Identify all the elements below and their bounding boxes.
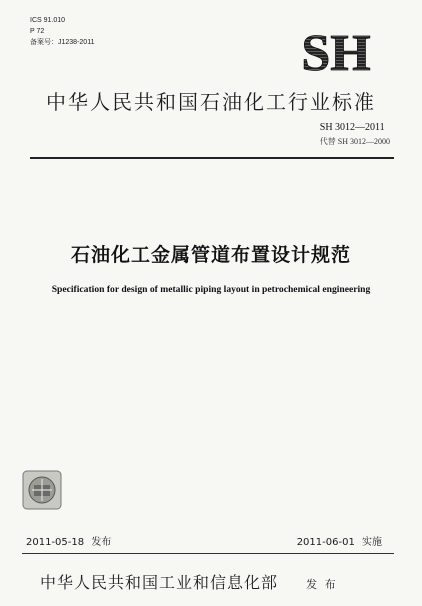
issuer-name: 中华人民共和国工业和信息化部 — [40, 573, 279, 592]
document-title-en: Specification for design of metallic piping layout in petrochemical engineering — [51, 284, 371, 295]
issue-date-label: 发布 — [91, 537, 112, 548]
filing-number: 备案号：J1238-2011 — [30, 39, 95, 46]
sh-logo — [288, 26, 384, 76]
p-class-code: P 72 — [30, 28, 45, 35]
footer-divider — [22, 553, 394, 554]
implementation-date-label: 实施 — [362, 537, 382, 548]
issuer-label: 发 布 — [306, 578, 338, 591]
svg-text:SH: SH — [301, 26, 371, 76]
implementation-date — [297, 533, 386, 548]
replaces-code: 代替 SH 3012—2000 — [319, 137, 390, 146]
document-title-zh: 石油化工金属管道布置设计规范 — [70, 244, 351, 266]
classification-block — [30, 15, 94, 48]
implementation-date-value: 2011-06-01 — [296, 537, 355, 548]
issuer-line — [40, 570, 338, 593]
standard-code-block — [320, 122, 390, 147]
standard-code: SH 3012—2011 — [319, 122, 385, 133]
standard-seal-stamp — [22, 470, 62, 510]
ics-code: ICS 91.010 — [30, 17, 66, 24]
issue-date-value: 2011-05-18 — [26, 537, 85, 548]
standard-category-title: 中华人民共和国石油化工行业标准 — [46, 90, 376, 114]
issue-date — [26, 533, 115, 548]
header-divider — [30, 157, 394, 159]
